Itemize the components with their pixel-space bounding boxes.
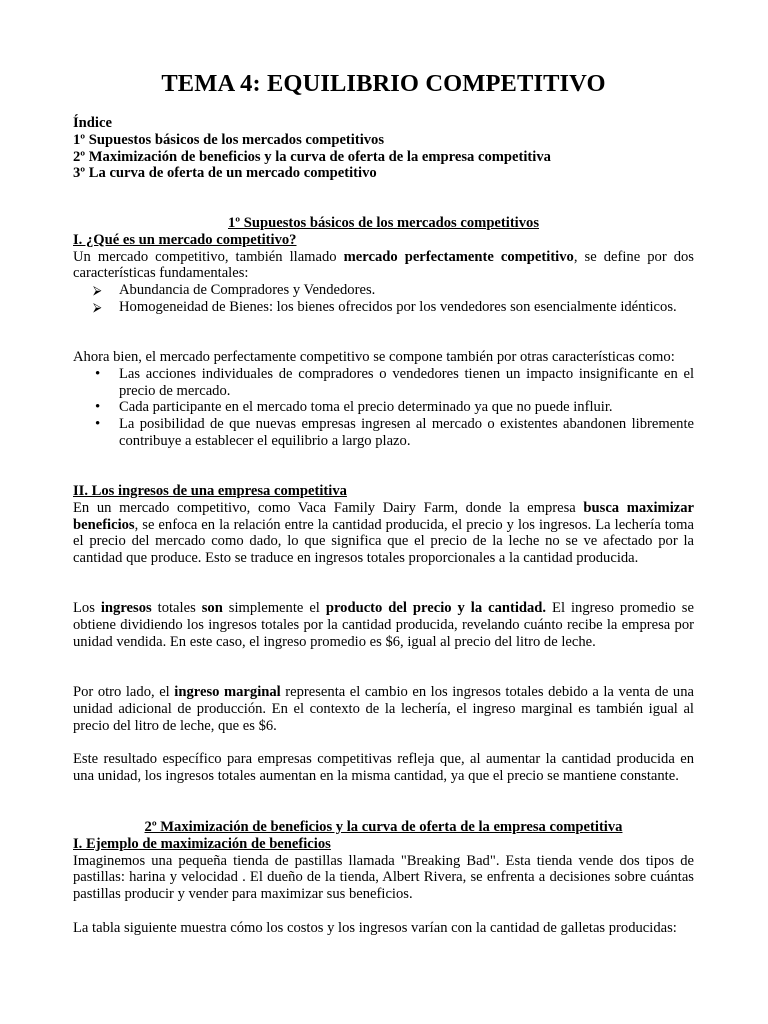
section-2-title: 2º Maximización de beneficios y la curva de oferta de la empresa competitiva	[144, 819, 623, 835]
arrow-list-item: ⮚ Homogeneidad de Bienes: los bienes ofrecidos por los vendedores son esencialmente idénticos.	[93, 298, 677, 315]
arrow-list-item: ⮚ Abundancia de Compradores y Vendedores.	[93, 282, 376, 299]
bullet-list-item: • Las acciones individuales de compradores o vendedores tienen un impacto insignificante en el precio de mercado.	[95, 365, 694, 399]
section-2-sub-1-paragraph-1: Imaginemos una pequeña tienda de pastillas llamada "Breaking Bad". Esta tienda vende dos tipos de pastillas: harina y velocidad . El dueño de la tienda, Albert Rivera, se enfrenta a decisiones sobre cuántas pastillas producir y vender para maximizar sus beneficios.	[73, 852, 694, 903]
bullet-list-item: • Cada participante en el mercado toma el precio determinado ya que no puede influir.	[95, 399, 613, 416]
arrow-list	[73, 282, 694, 316]
index-heading: Índice	[73, 115, 112, 131]
arrow-bullet-icon: ⮚	[93, 299, 102, 314]
section-1-sub-2	[73, 483, 694, 567]
section-2-table-intro	[73, 920, 694, 937]
arrow-bullet-icon: ⮚	[93, 283, 102, 298]
section-1-sub-2-marginal	[73, 684, 694, 734]
bullet-icon: •	[95, 399, 101, 416]
section-1-sub-2-revenue	[73, 600, 694, 650]
section-1-characteristics	[73, 349, 694, 450]
bullet-list-item: • La posibilidad de que nuevas empresas ingresen al mercado o existentes abandonen libremente contribuye a establecer el equilibrio a largo plazo.	[95, 416, 694, 449]
section-1-sub-2-paragraph-4: Este resultado específico para empresas competitivas refleja que, al aumentar la cantidad producida en una unidad, los ingresos totales aumentan en la misma cantidad, ya que el precio se mantiene constante.	[73, 751, 694, 784]
section-1-title-block	[73, 215, 694, 316]
section-2-sub-1-paragraph-2: La tabla siguiente muestra cómo los costos y los ingresos varían con la cantidad de galletas producidas:	[73, 920, 677, 936]
section-2-sub-1-heading: I. Ejemplo de maximización de beneficios	[73, 835, 331, 852]
section-1-sub-2-conclusion	[73, 751, 694, 785]
index-item-3: 3º La curva de oferta de un mercado competitivo	[73, 165, 377, 182]
index-section	[73, 115, 694, 182]
bullet-icon: •	[95, 416, 101, 433]
index-item-2: 2º Maximización de beneficios y la curva de oferta de la empresa competitiva	[73, 148, 551, 165]
section-1-sub-2-heading: II. Los ingresos de una empresa competitiva	[73, 483, 347, 499]
bullet-icon: •	[95, 365, 101, 382]
section-1-sub-2-paragraph-3: Por otro lado, el ingreso marginal representa el cambio en los ingresos totales debido a la venta de una unidad adicional de producción. En el contexto de la lechería, el ingreso marginal es también igual al precio del litro de leche, que es $6.	[73, 684, 694, 734]
section-1-sub-2-paragraph-2: Los ingresos totales son simplemente el producto del precio y la cantidad. El ingreso promedio se obtiene dividiendo los ingresos totales por la cantidad producida, revelando cuánto recibe la empresa por unidad vendida. En este caso, el ingreso promedio es $6, igual al precio del litro de leche.	[73, 600, 694, 650]
bullet-list	[73, 366, 694, 450]
section-1-sub-1-paragraph-2: Ahora bien, el mercado perfectamente competitivo se compone también por otras características como:	[73, 349, 675, 365]
section-1-sub-1-heading: I. ¿Qué es un mercado competitivo?	[73, 231, 297, 248]
document-title: TEMA 4: EQUILIBRIO COMPETITIVO	[161, 70, 606, 97]
section-1-sub-2-paragraph-1: En un mercado competitivo, como Vaca Family Dairy Farm, donde la empresa busca maximizar beneficios, se enfoca en la relación entre la cantidad producida, el precio y los ingresos. La lechería toma el precio del mercado como dado, lo que significa que el precio de la leche no se ve afectado por la cantidad que produce. Esto se traduce en ingresos totales proporcionales a la cantidad producida.	[73, 499, 694, 567]
section-1-sub-1-paragraph-1: Un mercado competitivo, también llamado mercado perfectamente competitivo, se define por dos características fundamentales:	[73, 248, 694, 282]
section-1-title: 1º Supuestos básicos de los mercados competitivos	[227, 215, 540, 231]
index-item-1: 1º Supuestos básicos de los mercados competitivos	[73, 131, 385, 148]
section-2	[73, 819, 694, 903]
